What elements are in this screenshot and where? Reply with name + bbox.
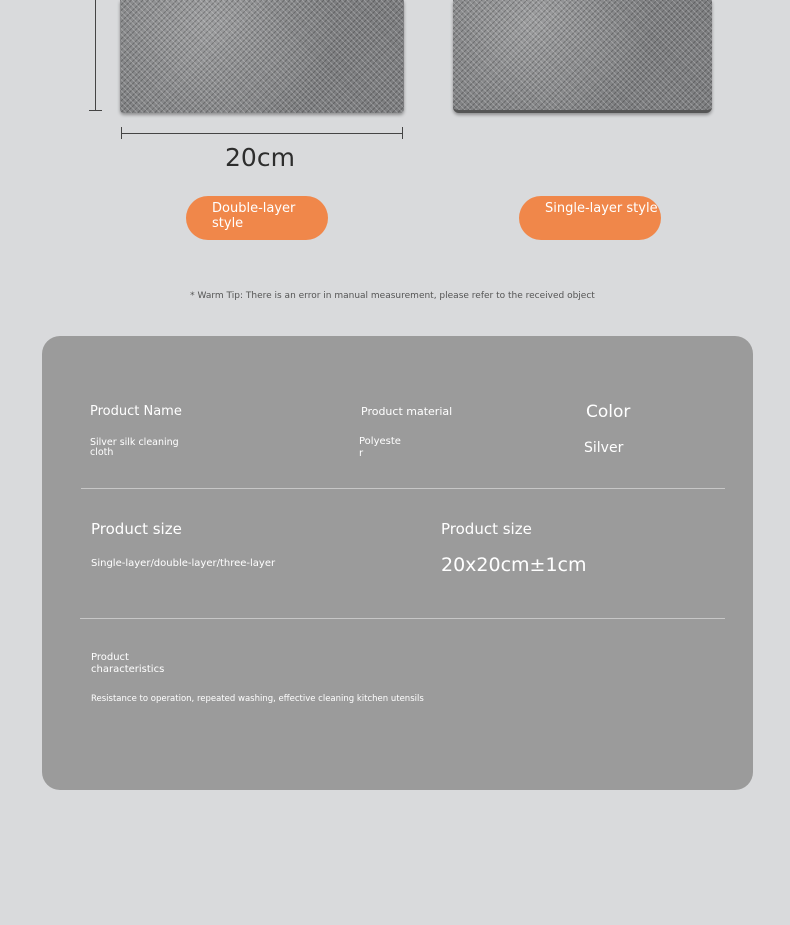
color-label: Color bbox=[586, 402, 631, 422]
product-material-value bbox=[359, 436, 401, 460]
single-layer-style-badge: Single-layer style bbox=[519, 196, 661, 240]
product-size-types-value: Single-layer/double-layer/three-layer bbox=[91, 558, 276, 569]
product-size-types-label: Product size bbox=[91, 520, 182, 538]
product-size-dimensions-value: 20x20cm±1cm bbox=[441, 554, 587, 576]
color-value: Silver bbox=[584, 440, 624, 456]
product-characteristics-label: Product characteristics bbox=[91, 652, 165, 675]
product-size-dimensions-label: Product size bbox=[441, 520, 532, 538]
product-material-value-line1: Polyeste bbox=[359, 436, 401, 447]
product-material-value-line2: r bbox=[359, 448, 364, 459]
double-layer-style-badge: Double-layer style bbox=[186, 196, 328, 240]
height-dimension-tick bbox=[89, 110, 102, 111]
product-material-label: Product material bbox=[361, 405, 453, 418]
product-name-label: Product Name bbox=[90, 404, 182, 419]
width-dimension-tick-right bbox=[402, 127, 403, 139]
height-dimension-line bbox=[95, 0, 96, 111]
product-name-value: Silver silk cleaning cloth bbox=[90, 437, 179, 458]
width-dimension-label: 20cm bbox=[225, 143, 295, 172]
single-layer-cloth-image bbox=[453, 0, 712, 113]
spec-divider-1 bbox=[81, 488, 725, 489]
spec-divider-2 bbox=[80, 618, 725, 619]
width-dimension-line bbox=[121, 133, 403, 134]
product-characteristics-value: Resistance to operation, repeated washing, effective cleaning kitchen utensils bbox=[91, 694, 424, 704]
warm-tip-note: * Warm Tip: There is an error in manual measurement, please refer to the received object bbox=[190, 291, 595, 301]
width-dimension-tick-left bbox=[121, 127, 122, 139]
double-layer-cloth-image bbox=[120, 0, 404, 113]
